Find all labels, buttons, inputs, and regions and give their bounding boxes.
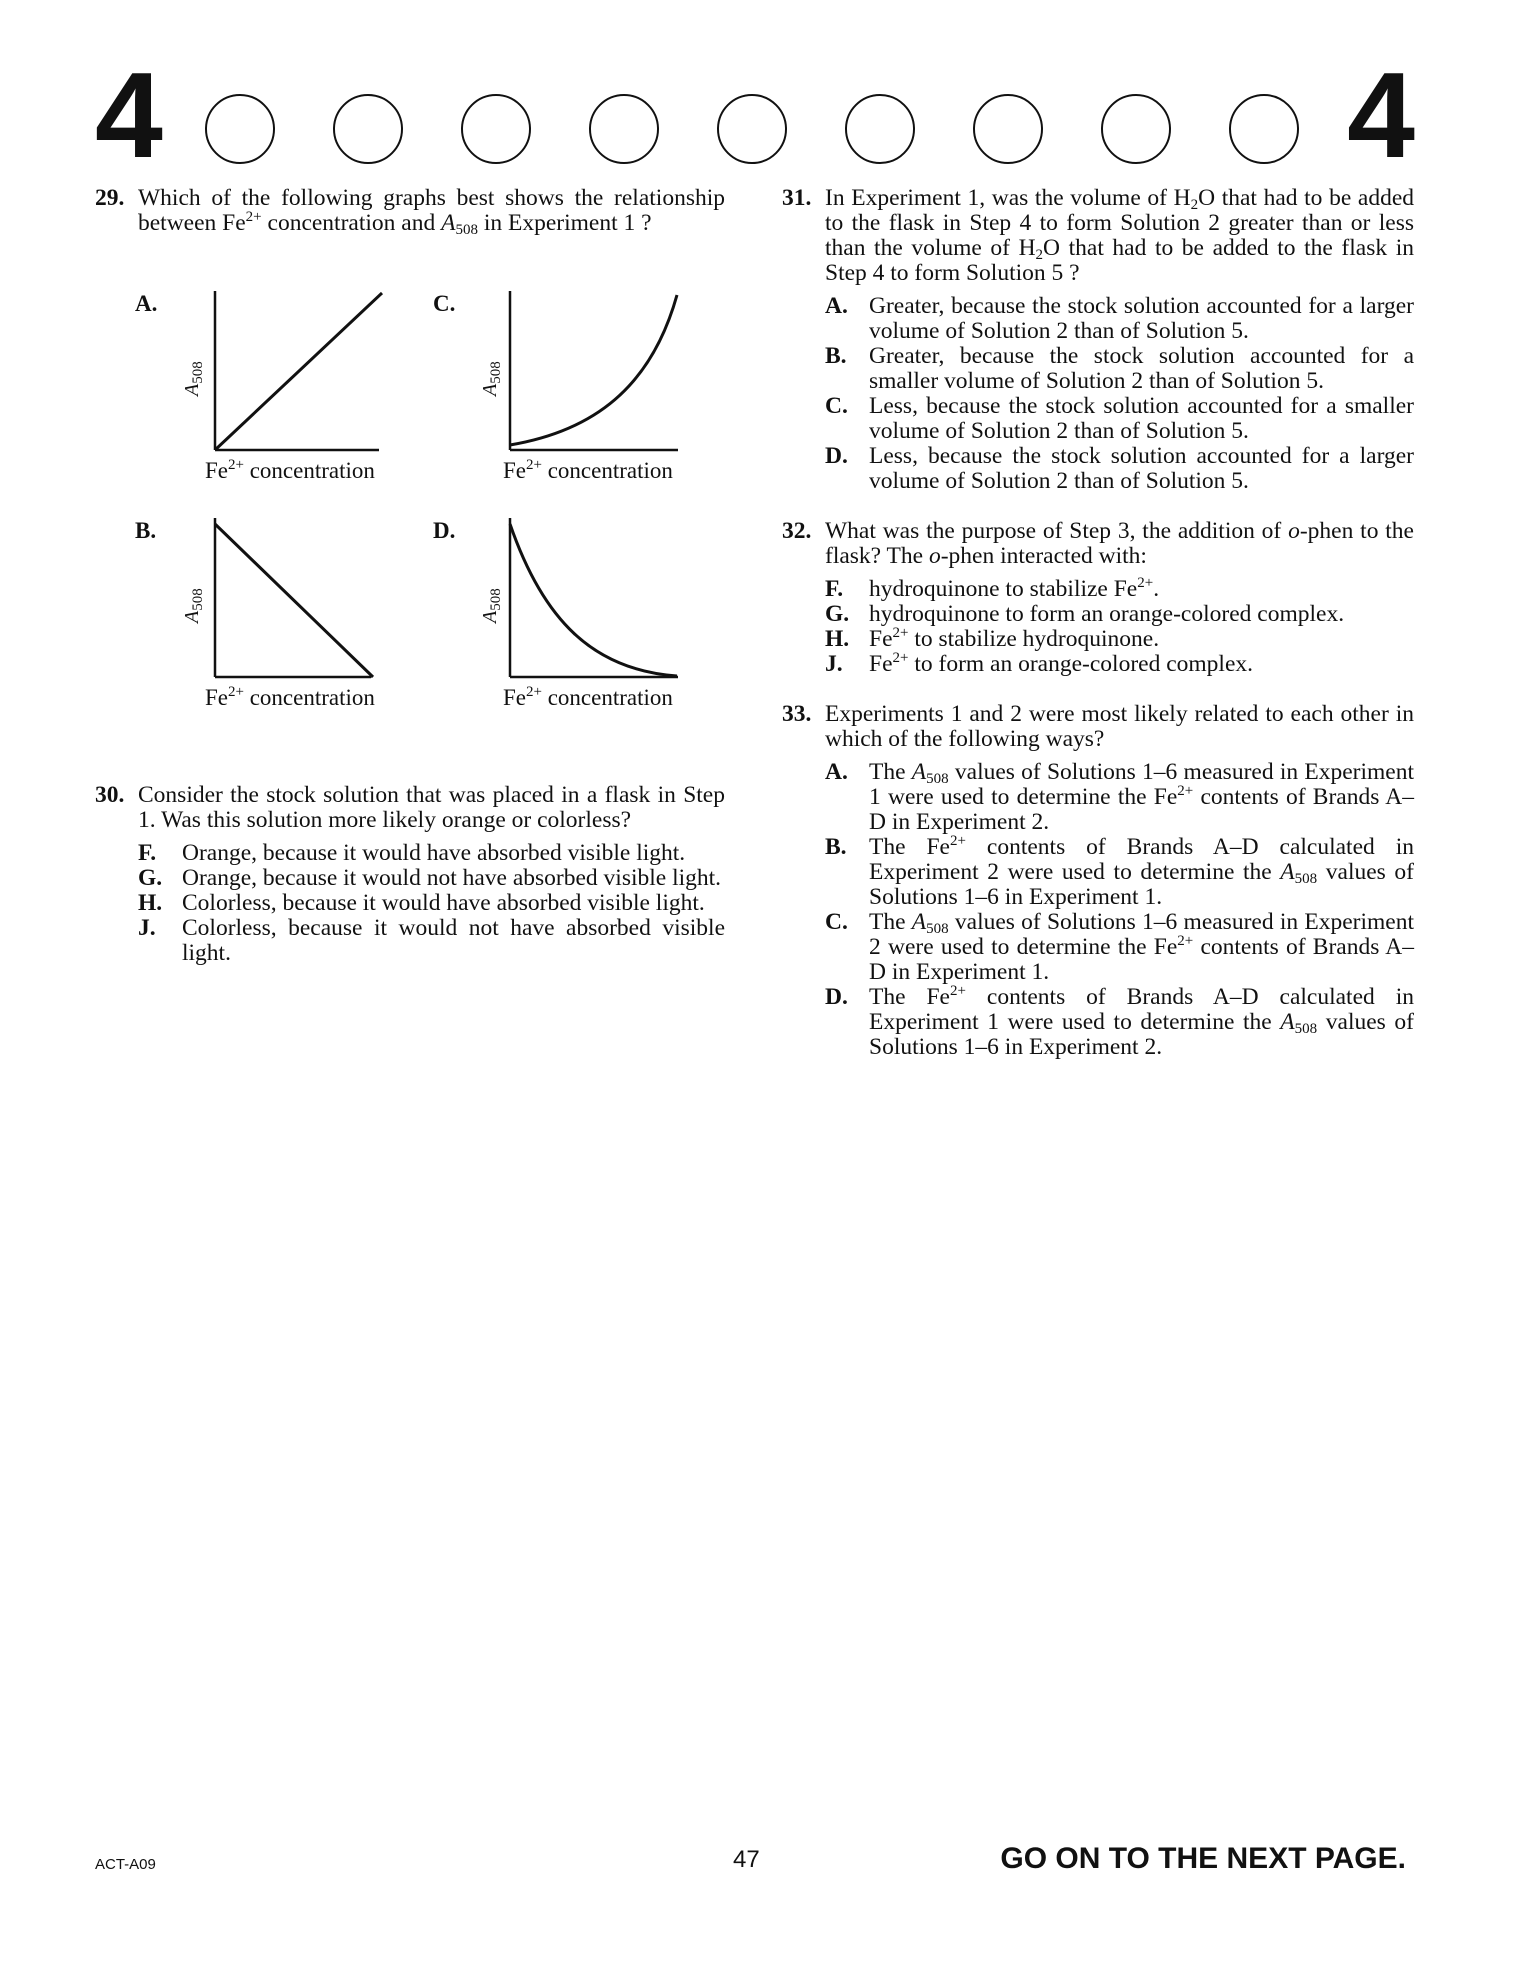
section-number-right: 4 <box>1347 47 1415 183</box>
question-29: 29. Which of the following graphs best shows the relationship between $Fe^{2+}$ concentration and $A_{508}$ in Experiment 1 ? <box>95 185 725 238</box>
y-axis-label: $A_{508}$ <box>181 361 206 396</box>
curve <box>510 524 677 676</box>
answer-options <box>95 841 725 966</box>
answer-option-j[interactable]: J. Colorless, because it would not have absorbed visible light. <box>138 915 725 966</box>
answer-option-d[interactable]: D. The $Fe^{2+}$ contents of Brands A–D calculated in Experiment 1 were used to determine the $A_{508}$ values of Solutions 1–6 in Experiment 2. <box>825 983 1414 1060</box>
header-circle <box>1229 94 1299 164</box>
graph-c <box>393 283 693 493</box>
page-number: 47 <box>733 1846 760 1873</box>
graph-d <box>393 510 693 720</box>
header-circle <box>973 94 1043 164</box>
curve <box>215 293 382 450</box>
answer-option-h[interactable]: H. $Fe^{2+}$ to stabilize hydroquinone. <box>825 625 1160 652</box>
answer-options <box>782 577 1414 677</box>
answer-option-f[interactable]: F. Orange, because it would have absorbed visible light. <box>138 840 686 866</box>
answer-options <box>782 760 1414 1060</box>
question-32: 32. What was the purpose of Step 3, the addition of o-phen to the flask? The o-phen interacted with: <box>782 518 1414 569</box>
x-axis-label: $Fe^{2+}$ concentration <box>205 457 375 483</box>
question-number: 31. <box>782 185 812 211</box>
answer-option-c[interactable]: C. The $A_{508}$ values of Solutions 1–6 measured in Experiment 2 were used to determine the $Fe^{2+}$ contents of Brands A–D in Experiment 1. <box>825 909 1414 985</box>
header-circle <box>461 94 531 164</box>
header-circle <box>333 94 403 164</box>
answer-option-g[interactable]: G. Orange, because it would not have absorbed visible light. <box>138 865 722 891</box>
question-33: 33. Experiments 1 and 2 were most likely related to each other in which of the following ways? <box>782 701 1414 752</box>
header-circle <box>1101 94 1171 164</box>
graph-letter: D. <box>433 518 456 543</box>
header-circle <box>589 94 659 164</box>
graph-letter: C. <box>433 291 456 316</box>
next-page-instruction: GO ON TO THE NEXT PAGE. <box>1000 1842 1406 1875</box>
answer-option-a[interactable]: A. The $A_{508}$ values of Solutions 1–6 measured in Experiment 1 were used to determine the $Fe^{2+}$ contents of Brands A–D in Experiment 2. <box>825 759 1414 835</box>
graph-letter: A. <box>135 291 158 316</box>
answer-option-g[interactable]: G. hydroquinone to form an orange-colored complex. <box>825 601 1345 627</box>
question-31: 31. In Experiment 1, was the volume of $H_2O$ that had to be added to the flask in Step 4 to form Solution 2 greater than or less than the volume of $H_2O$ that had to be added to the flask in Step 4 to form Solution 5 ? <box>782 185 1414 286</box>
section-number-left: 4 <box>95 47 163 183</box>
y-axis-label: $A_{508}$ <box>479 361 504 396</box>
section-header <box>95 47 1415 183</box>
right-column <box>782 186 1414 1060</box>
answer-option-a[interactable]: A. Greater, because the stock solution accounted for a larger volume of Solution 2 than of Solution 5. <box>825 293 1414 344</box>
curve <box>215 524 373 677</box>
header-circle <box>845 94 915 164</box>
answer-option-h[interactable]: H. Colorless, because it would have absorbed visible light. <box>138 890 705 916</box>
left-column-lower <box>95 783 725 966</box>
curve <box>510 295 677 445</box>
answer-option-b[interactable]: B. Greater, because the stock solution accounted for a smaller volume of Solution 2 than of Solution 5. <box>825 343 1414 394</box>
x-axis-label: $Fe^{2+}$ concentration <box>503 684 673 710</box>
question-number: 33. <box>782 701 812 727</box>
header-circle <box>717 94 787 164</box>
graph-letter: B. <box>135 518 157 543</box>
question-30: 30. Consider the stock solution that was placed in a flask in Step 1. Was this solution more likely orange or colorless? <box>95 782 725 833</box>
graph-b <box>95 510 395 720</box>
y-axis-label: $A_{508}$ <box>479 588 504 623</box>
answer-option-f[interactable]: F. hydroquinone to stabilize $Fe^{2+}$. <box>825 575 1160 602</box>
answer-option-b[interactable]: B. The $Fe^{2+}$ contents of Brands A–D calculated in Experiment 2 were used to determine the $A_{508}$ values of Solutions 1–6 in Experiment 1. <box>825 833 1414 910</box>
x-axis-label: $Fe^{2+}$ concentration <box>205 684 375 710</box>
question-number: 32. <box>782 518 812 544</box>
graph-options <box>95 283 725 723</box>
left-column <box>95 186 725 236</box>
graph-a <box>95 283 395 493</box>
header-circle <box>205 94 275 164</box>
question-number: 30. <box>95 782 125 808</box>
answer-option-j[interactable]: J. $Fe^{2+}$ to form an orange-colored complex. <box>825 650 1254 677</box>
answer-option-c[interactable]: C. Less, because the stock solution accounted for a smaller volume of Solution 2 than of Solution 5. <box>825 393 1414 444</box>
answer-option-d[interactable]: D. Less, because the stock solution accounted for a larger volume of Solution 2 than of Solution 5. <box>825 443 1414 494</box>
x-axis-label: $Fe^{2+}$ concentration <box>503 457 673 483</box>
question-number: 29. <box>95 185 125 211</box>
y-axis-label: $A_{508}$ <box>181 588 206 623</box>
answer-options <box>782 294 1414 494</box>
form-code: ACT-A09 <box>95 1856 156 1873</box>
